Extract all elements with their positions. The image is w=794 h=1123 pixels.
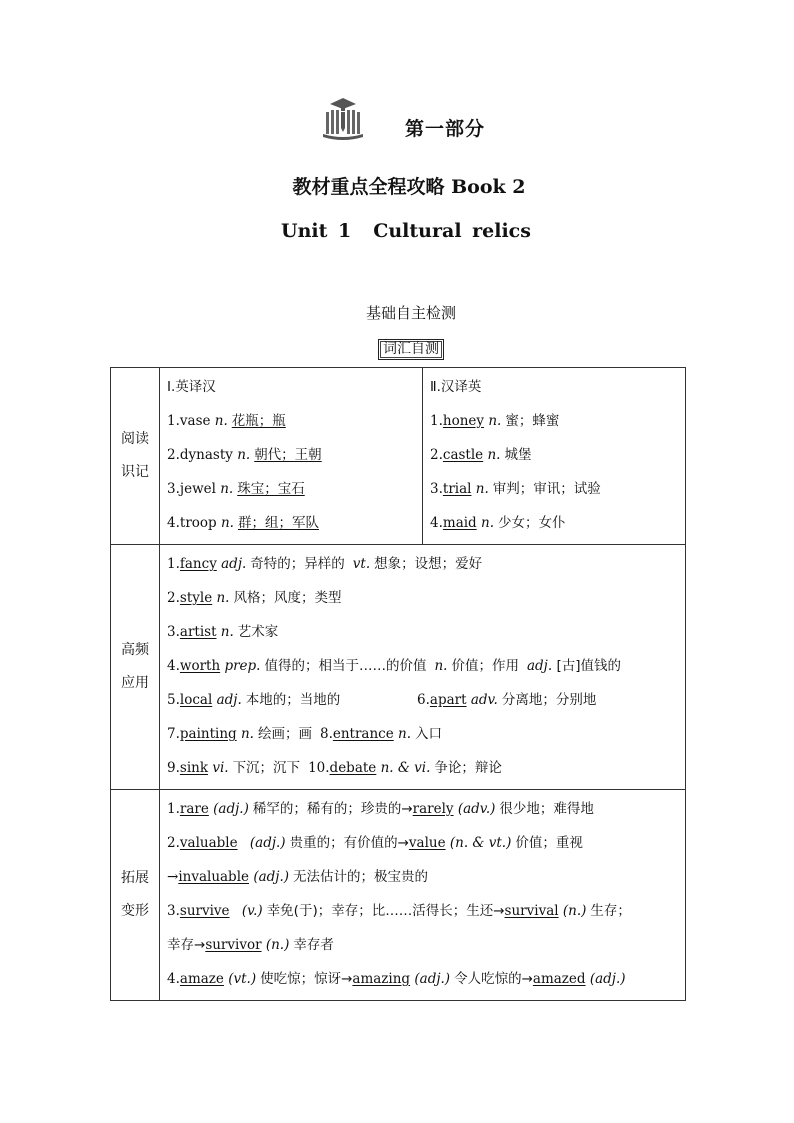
book-logo-icon bbox=[320, 96, 366, 142]
reading-row bbox=[111, 368, 686, 545]
extend-row bbox=[111, 790, 686, 1001]
part-title: 第一部分 bbox=[405, 118, 486, 140]
vocab-item: 4.amaze (vt.) 使吃惊；惊讶→amazing (adj.) 令人吃惊的→amazed (adj.) bbox=[167, 971, 626, 987]
frequent-cell bbox=[160, 545, 686, 790]
vocab-item: 9.sink vi. 下沉；沉下 10.debate n. & vi. 争论；辩论 bbox=[167, 760, 502, 776]
vocab-item: 4.worth prep. 值得的；相当于……的价值 n. 价值；作用 adj. [古]值钱的 bbox=[167, 658, 621, 674]
unit-number: Unit 1 bbox=[281, 220, 352, 242]
vocab-item: 2.valuable (adj.) 贵重的；有价值的→value (n. & vt.) 价值；重视 bbox=[167, 835, 583, 851]
category-reading: 阅读识记 bbox=[111, 368, 160, 545]
unit-title bbox=[0, 220, 794, 242]
vocab-item: 幸存→survivor (n.) 幸存者 bbox=[167, 937, 334, 953]
cn-to-en-cell bbox=[423, 368, 686, 545]
vocab-item: 4.maid n. 少女；女仆 bbox=[430, 515, 566, 531]
en-to-cn-cell bbox=[160, 368, 423, 545]
vocab-item: 3.survive (v.) 幸免(于)；幸存；比……活得长；生还→survival (n.) 生存； bbox=[167, 903, 631, 919]
vocab-item: 1.honey n. 蜜；蜂蜜 bbox=[430, 413, 560, 429]
vocab-table bbox=[110, 367, 686, 1001]
header bbox=[0, 92, 794, 152]
vocab-item: 1.rare (adj.) 稀罕的；稀有的；珍贵的→rarely (adv.) 很少地；难得地 bbox=[167, 801, 594, 817]
category-frequent: 高频应用 bbox=[111, 545, 160, 790]
category-extend: 拓展变形 bbox=[111, 790, 160, 1001]
section-header: Ⅱ.汉译英 bbox=[430, 379, 482, 395]
section-title: 基础自主检测 bbox=[365, 304, 456, 322]
section-header: Ⅰ.英译汉 bbox=[167, 379, 216, 395]
vocab-item: 3.trial n. 审判；审讯；试验 bbox=[430, 481, 601, 497]
vocab-item: 4.troop n. 群；组；军队 bbox=[167, 515, 319, 531]
vocab-item: 1.fancy adj. 奇特的；异样的 vt. 想象；设想；爱好 bbox=[167, 556, 483, 572]
vocab-item: 7.painting n. 绘画；画 8.entrance n. 入口 bbox=[167, 726, 443, 742]
vocab-item: 1.vase n. 花瓶；瓶 bbox=[167, 413, 286, 429]
vocab-test-label: 词汇自测 bbox=[378, 339, 444, 360]
vocab-item: 3.jewel n. 珠宝；宝石 bbox=[167, 481, 305, 497]
vocab-item: 2.dynasty n. 朝代；王朝 bbox=[167, 447, 322, 463]
main-title: 教材重点全程攻略 Book 2 bbox=[292, 176, 526, 198]
extend-cell bbox=[160, 790, 686, 1001]
unit-name: Cultural relics bbox=[373, 220, 531, 242]
vocab-item: 3.artist n. 艺术家 bbox=[167, 624, 279, 640]
vocab-item: →invaluable (adj.) 无法估计的；极宝贵的 bbox=[167, 869, 429, 885]
frequent-row bbox=[111, 545, 686, 790]
vocab-item: 2.style n. 风格；风度；类型 bbox=[167, 590, 342, 606]
vocab-item: 2.castle n. 城堡 bbox=[430, 447, 532, 463]
vocab-item: 5.local adj. 本地的；当地的 6.apart adv. 分离地；分别地 bbox=[167, 692, 597, 708]
